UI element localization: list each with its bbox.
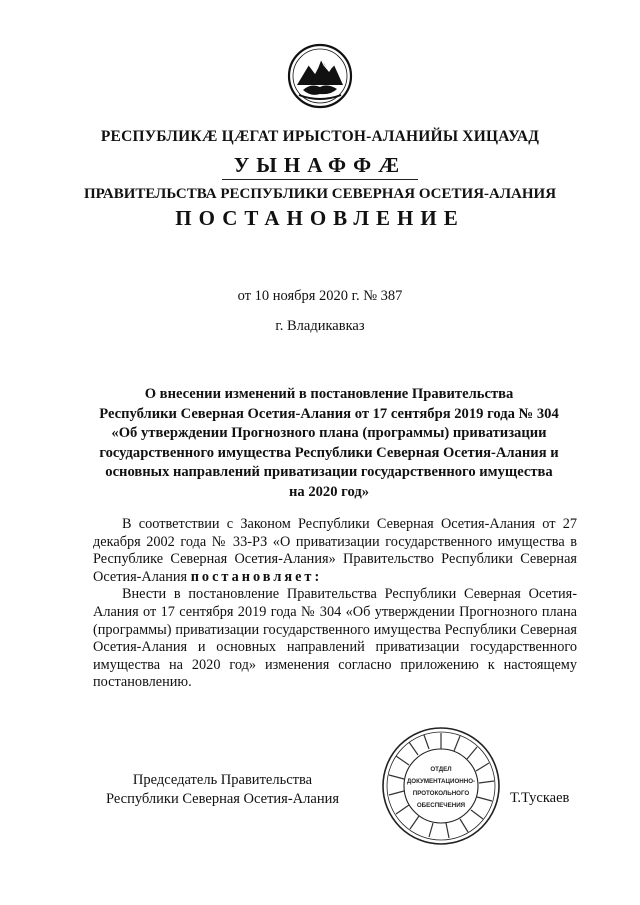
official-stamp-icon bbox=[380, 725, 502, 847]
document-body bbox=[93, 516, 577, 692]
body-paragraph-2: Внести в постановление Правительства Республики Северная Осетия-Алания от 17 сентября 2019 года № 304 «Об утверждении Прогнозного плана (программы) приватизации государственного имущества Республики Северная Осетия-Алания и основных направлений приватизации государственного имущества на 2020 год» изменения согласно приложению к настоящему постановлению. bbox=[93, 586, 577, 691]
document-type-title: ПОСТАНОВЛЕНИЕ bbox=[175, 206, 465, 230]
subject-line: О внесении изменений в постановление Правительства bbox=[144, 386, 514, 402]
header-ossetian-line: РЕСПУБЛИКӔ ЦӔГАТ ИРЫСТОН-АЛАНИЙЫ ХИЦАУАД bbox=[100, 128, 540, 145]
stamp-text-line: ОБЕСПЕЧЕНИЯ bbox=[416, 802, 466, 809]
signatory-name: Т.Тускаев bbox=[510, 790, 570, 806]
document-city: г. Владикавказ bbox=[275, 318, 365, 334]
subject-line: на 2020 год» bbox=[288, 483, 369, 500]
subject-line: «Об утверждении Прогнозного плана (программы) приватизации bbox=[111, 425, 547, 441]
body-paragraph-1 bbox=[93, 516, 577, 586]
document-date-number: от 10 ноября 2020 г. № 387 bbox=[237, 288, 403, 304]
signatory-role bbox=[95, 771, 350, 809]
subject-line: государственного имущества Республики Северная Осетия-Алания и bbox=[99, 444, 559, 461]
resolution-keyword: постановляет: bbox=[190, 568, 323, 585]
body-paragraph-1-text: В соответствии с Законом Республики Северная Осетия-Алания от 27 декабря 2002 года № 33-РЗ «О приватизации государственного имущества в Республике Северная Осетия-Алания» Правительство Республики Северная Осетия-Алания bbox=[93, 516, 577, 585]
coat-of-arms-icon bbox=[287, 43, 353, 109]
header-russian-line: ПРАВИТЕЛЬСТВА РЕСПУБЛИКИ СЕВЕРНАЯ ОСЕТИЯ-АЛАНИЯ bbox=[83, 186, 557, 202]
stamp-text-line: ДОКУМЕНТАЦИОННО- bbox=[406, 778, 476, 785]
subject-line: основных направлений приватизации государственного имущества bbox=[105, 464, 553, 480]
header-divider bbox=[222, 179, 418, 180]
stamp-text-line: ОТДЕЛ bbox=[430, 766, 452, 773]
stamp-text-line: ПРОТОКОЛЬНОГО bbox=[412, 790, 470, 797]
signatory-role-line: Республики Северная Осетия-Алания bbox=[105, 791, 340, 807]
subject-line: Республики Северная Осетия-Алания от 17 сентября 2019 года № 304 bbox=[99, 405, 559, 422]
document-subject bbox=[88, 385, 570, 502]
signatory-role-line: Председатель Правительства bbox=[132, 772, 313, 788]
header-ossetian-word: УЫНАФФӔ bbox=[233, 153, 407, 177]
